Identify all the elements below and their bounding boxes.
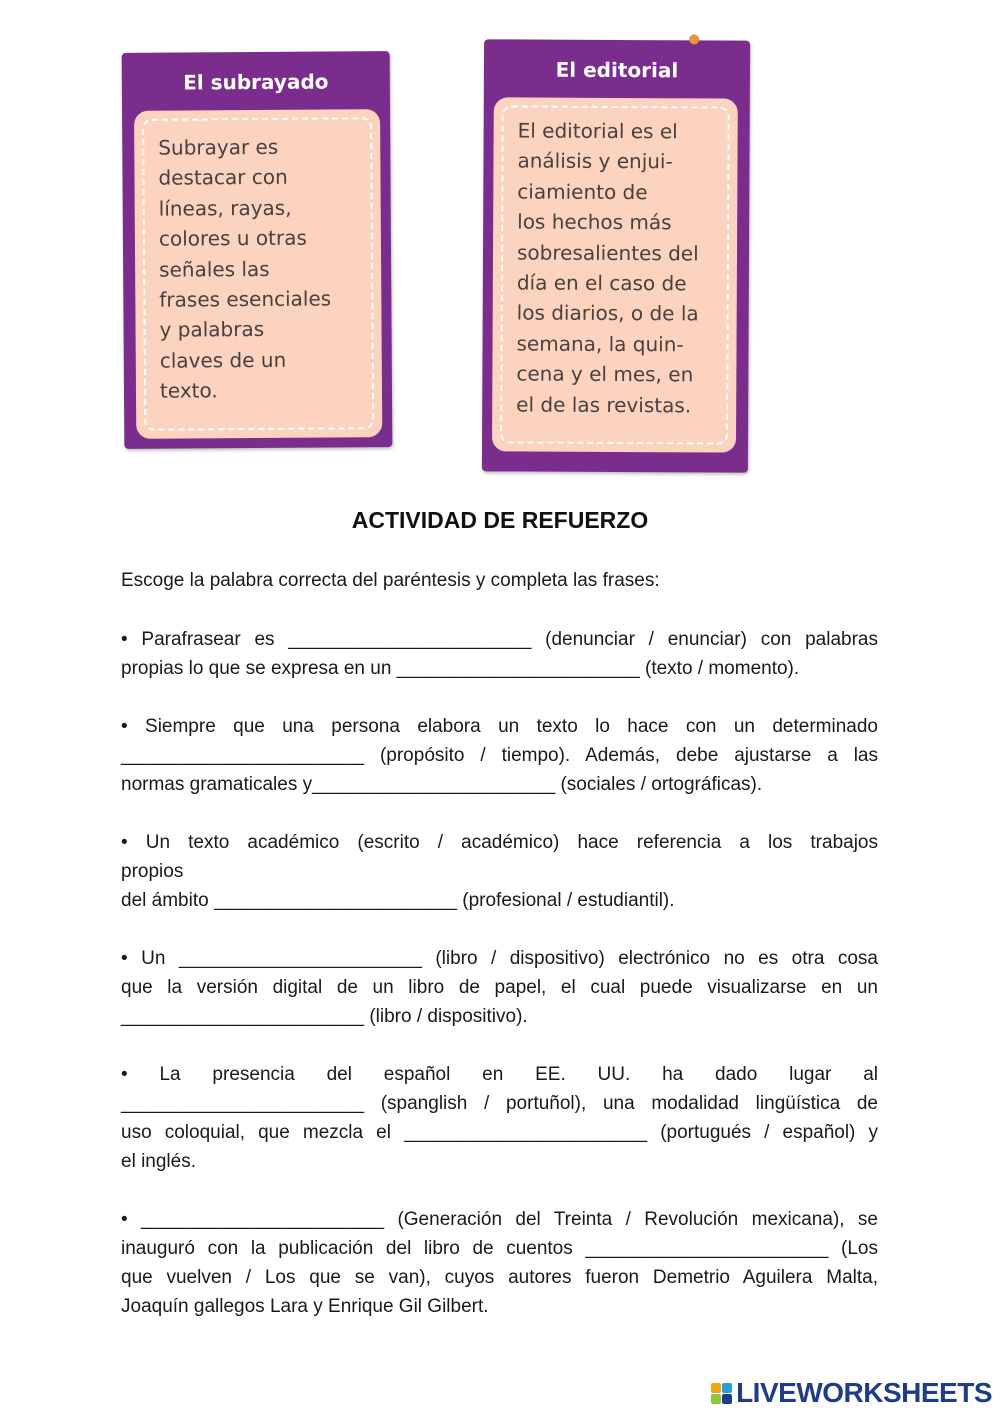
exercise-line: propios — [121, 861, 184, 882]
page-title: ACTIVIDAD DE REFUERZO — [351, 507, 649, 533]
exercise-line: • La presencia del español en EE. UU. ha dado lugar al — [121, 1064, 878, 1085]
card-body — [134, 109, 382, 439]
exercise-line: del ámbito _______________________ (profesional / estudiantil). — [121, 890, 675, 911]
exercise-line: propias lo que se expresa en un _______________________ (texto / momento). — [121, 658, 800, 679]
liveworksheets-icon — [711, 1383, 732, 1404]
exercise-item — [121, 625, 878, 683]
logo-square — [722, 1383, 732, 1393]
exercise-line: • Siempre que una persona elabora un texto lo hace con un determinado — [121, 716, 878, 737]
logo-square — [722, 1394, 732, 1404]
exercise-line: _______________________ (libro / dispositivo). — [121, 1006, 528, 1027]
exercise-item — [121, 944, 878, 1031]
exercise-line: uso coloquial, que mezcla el _______________________ (portugués / español) y — [121, 1122, 878, 1143]
card-text: Subrayar es destacar con líneas, rayas, colores u otras señales las frases esenciales y palabras claves de un texto. — [158, 134, 332, 403]
exercise-item — [121, 828, 878, 915]
exercise-line: • Parafrasear es _______________________ (denunciar / enunciar) con palabras — [121, 629, 878, 650]
brand-name: LIVEWORKSHEETS — [736, 1377, 992, 1408]
exercise-list — [121, 625, 878, 1350]
logo-square — [711, 1394, 721, 1404]
exercise-line: inauguró con la publicación del libro de cuentos _______________________ (Los — [121, 1238, 878, 1259]
exercise-line: • Un _______________________ (libro / dispositivo) electrónico no es otra cosa — [121, 948, 878, 969]
card-editorial — [482, 39, 750, 472]
exercise-line: Joaquín gallegos Lara y Enrique Gil Gilbert. — [121, 1296, 489, 1317]
card-title: El editorial — [555, 57, 679, 83]
exercise-item — [121, 712, 878, 799]
card-subrayado — [122, 51, 393, 449]
pin-icon — [689, 34, 699, 44]
exercise-line: _______________________ (propósito / tiempo). Además, debe ajustarse a las — [121, 745, 878, 766]
logo-square — [711, 1383, 721, 1393]
card-title: El subrayado — [183, 69, 329, 95]
exercise-line: que vuelven / Los que se van), cuyos autores fueron Demetrio Aguilera Malta, — [121, 1267, 878, 1288]
exercise-line: el inglés. — [121, 1151, 196, 1172]
exercise-line: normas gramaticales y_______________________ (sociales / ortográficas). — [121, 774, 763, 795]
instructions: Escoge la palabra correcta del paréntesis y completa las frases: — [121, 570, 660, 591]
card-text: El editorial es el análisis y enjui- ciamiento de los hechos más sobresalientes del día en el caso de los diarios, o de la semana, la quin- cena y el mes, en el de las revistas. — [516, 118, 699, 418]
exercise-line: _______________________ (spanglish / portuñol), una modalidad lingüística de — [121, 1093, 878, 1114]
exercise-item — [121, 1060, 878, 1176]
exercise-line: • Un texto académico (escrito / académico) hace referencia a los trabajos — [121, 832, 878, 853]
liveworksheets-logo[interactable] — [711, 1377, 992, 1409]
exercise-item — [121, 1205, 878, 1321]
exercise-line: que la versión digital de un libro de papel, el cual puede visualizarse en un — [121, 977, 878, 998]
card-body — [492, 97, 738, 452]
exercise-line: • _______________________ (Generación del Treinta / Revolución mexicana), se — [121, 1209, 878, 1230]
